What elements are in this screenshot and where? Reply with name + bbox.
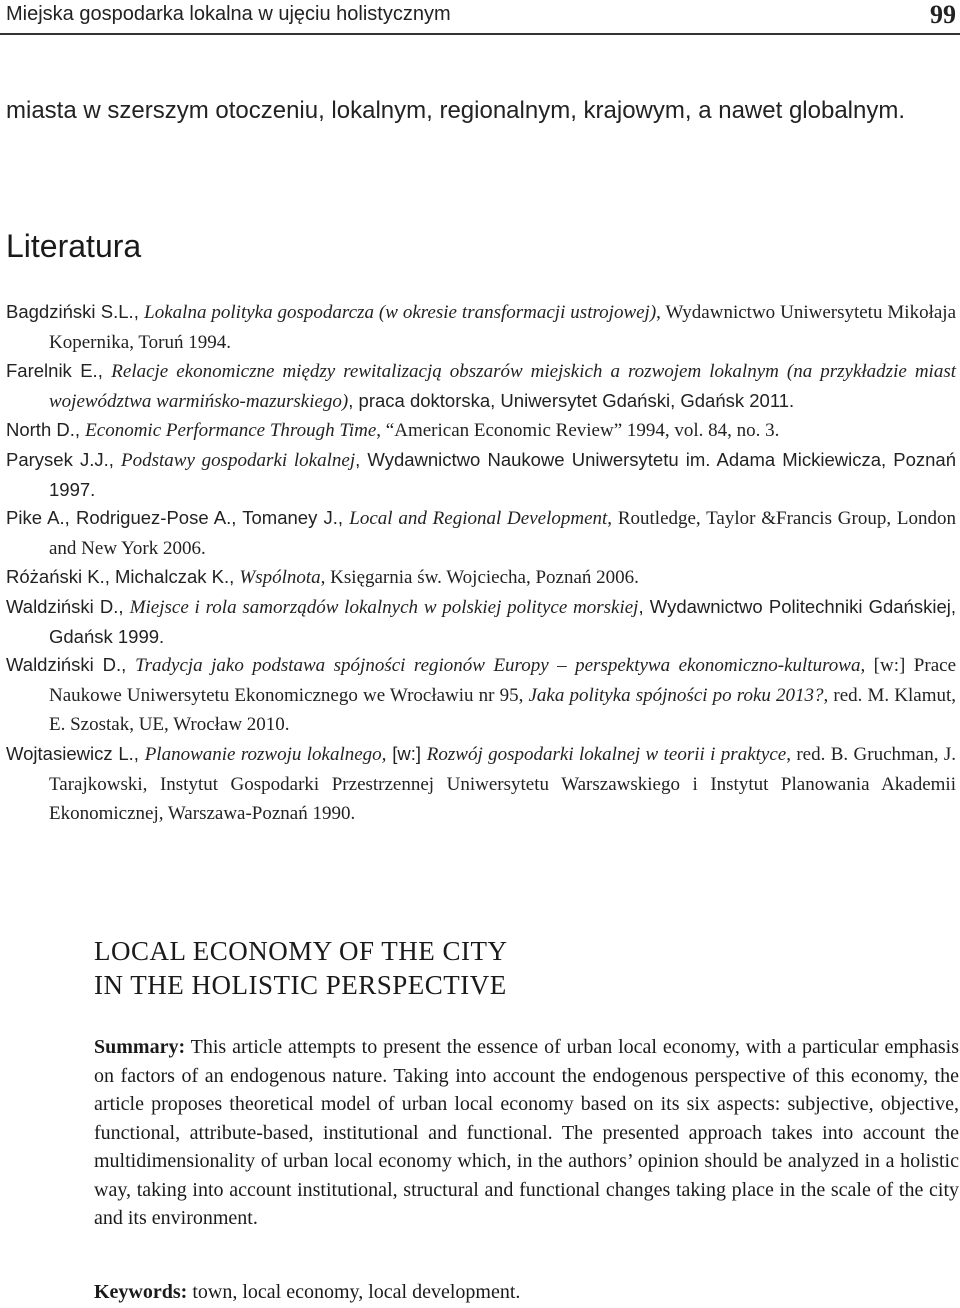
reference-author: North D. xyxy=(6,419,75,441)
reference-author: Parysek J.J. xyxy=(6,448,109,470)
literature-heading: Literatura xyxy=(6,228,142,264)
reference-title: Wspólnota xyxy=(239,567,321,589)
reference-title: Economic Performance Through Time xyxy=(85,420,377,442)
reference-author: Pike A., Rodriguez-Pose A., Tomaney J. xyxy=(6,507,338,529)
keywords-line xyxy=(94,1278,959,1306)
reference-item xyxy=(6,563,956,593)
reference-publisher: , Księgarnia św. Wojciecha, Poznań 2006. xyxy=(320,567,639,589)
keywords-text: town, local economy, local development. xyxy=(187,1281,521,1303)
reference-publisher: , Routledge, Taylor &Francis Group, London and New York 2006. xyxy=(49,508,956,559)
page-number: 99 xyxy=(930,0,956,29)
summary-paragraph xyxy=(94,1033,959,1233)
reference-author: Waldziński D. xyxy=(6,654,122,676)
reference-list xyxy=(6,298,956,829)
reference-separator: , xyxy=(133,301,145,322)
running-header-title: Miejska gospodarka lokalna w ujęciu holistycznym xyxy=(6,3,451,25)
reference-publisher: , Wydawnictwo Politechniki Gdańskiej, Gdańsk 1999. xyxy=(49,595,956,647)
reference-separator: , xyxy=(337,507,350,529)
reference-container: , [w:] Prace Naukowe Uniwersytetu Ekonomicznego we Wrocławiu nr 95, xyxy=(49,655,956,706)
reference-publisher: , “American Economic Review” 1994, vol. 84, no. 3. xyxy=(376,420,780,442)
reference-publisher: , red. B. Gruchman, J. Tarajkowski, Instytut Gospodarki Przestrzennej Uniwersytetu Warszawskiego i Instytut Planowania Akademii Ekonomicznej, Warszawa-Poznań 1990. xyxy=(49,743,957,825)
running-header xyxy=(0,0,960,34)
summary-label: Summary: xyxy=(94,1036,186,1058)
reference-publisher: , red. M. Klamut, E. Szostak, UE, Wrocław 2010. xyxy=(49,684,956,736)
reference-title: Tradycja jako podstawa spójności regionów Europy – perspektywa ekonomiczno-kulturowa xyxy=(135,655,861,677)
reference-author: Wojtasiewicz L. xyxy=(6,742,134,764)
reference-separator: , xyxy=(118,595,130,617)
reference-author: Bagdziński S.L. xyxy=(6,301,134,322)
reference-publisher: , praca doktorska, Uniwersytet Gdański, Gdańsk 2011. xyxy=(348,389,795,411)
reference-item xyxy=(6,651,956,740)
continuation-paragraph: miasta w szerszym otoczeniu, lokalnym, regionalnym, krajowym, a nawet globalnym. xyxy=(6,97,906,124)
reference-separator: , xyxy=(108,448,122,470)
english-title-line-1: LOCAL ECONOMY OF THE CITY xyxy=(94,936,508,966)
reference-author: Różański K., Michalczak K. xyxy=(6,566,230,588)
reference-item xyxy=(6,740,956,829)
reference-item xyxy=(6,298,956,357)
reference-publisher: , Wydawnictwo Uniwersytetu Mikołaja Kopernika, Toruń 1994. xyxy=(49,302,956,353)
header-rule xyxy=(0,33,960,35)
reference-container: [w:] xyxy=(386,742,427,764)
reference-separator: , xyxy=(121,654,136,676)
reference-item xyxy=(6,357,956,416)
reference-item xyxy=(6,504,956,563)
english-title xyxy=(94,934,508,1002)
reference-separator: , xyxy=(133,742,145,764)
reference-item xyxy=(6,593,956,651)
summary-text: This article attempts to present the essence of urban local economy, with a particular emphasis on factors of an endogenous nature. Taking into account the endogenous perspective of this economy, the article proposes theoretical model of urban local economy based on its six aspects: subjective, objective, functional, attribute-based, institutional and functional. The presented approach takes into account the multidimensionality of urban local economy which, in the authors’ opinion should be analyzed in a holistic way, taking into account institutional, structural and functional changes taking place in the scale of the city and its environment. xyxy=(94,1036,959,1229)
reference-item xyxy=(6,446,956,504)
reference-volume-title: Jaka polityka spójności po roku 2013? xyxy=(528,684,824,706)
reference-title: Lokalna polityka gospodarcza (w okresie transformacji ustrojowej) xyxy=(144,302,657,323)
reference-title: Podstawy gospodarki lokalnej xyxy=(121,449,356,471)
reference-title: Local and Regional Development xyxy=(349,508,608,530)
reference-separator: , xyxy=(97,360,112,382)
reference-author: Farelnik E. xyxy=(6,360,98,382)
reference-title: Relacje ekonomiczne między rewitalizacją obszarów miejskich a rozwojem lokalnym (na przykładzie miast województwa warmińsko-mazurskiego) xyxy=(49,361,956,412)
reference-title: Miejsce i rola samorządów lokalnych w polskiej polityce morskiej xyxy=(129,596,639,618)
reference-item xyxy=(6,416,956,446)
english-title-line-2: IN THE HOLISTIC PERSPECTIVE xyxy=(94,970,507,1000)
keywords-label: Keywords: xyxy=(94,1281,188,1303)
reference-publisher: , Wydawnictwo Naukowe Uniwersytetu im. Adama Mickiewicza, Poznań 1997. xyxy=(49,448,957,500)
reference-separator: , xyxy=(229,566,240,588)
reference-volume-title: Rozwój gospodarki lokalnej w teorii i praktyce xyxy=(426,743,787,765)
reference-author: Waldziński D. xyxy=(6,595,119,617)
reference-title: Planowanie rozwoju lokalnego, xyxy=(144,743,387,765)
reference-separator: , xyxy=(74,419,86,441)
